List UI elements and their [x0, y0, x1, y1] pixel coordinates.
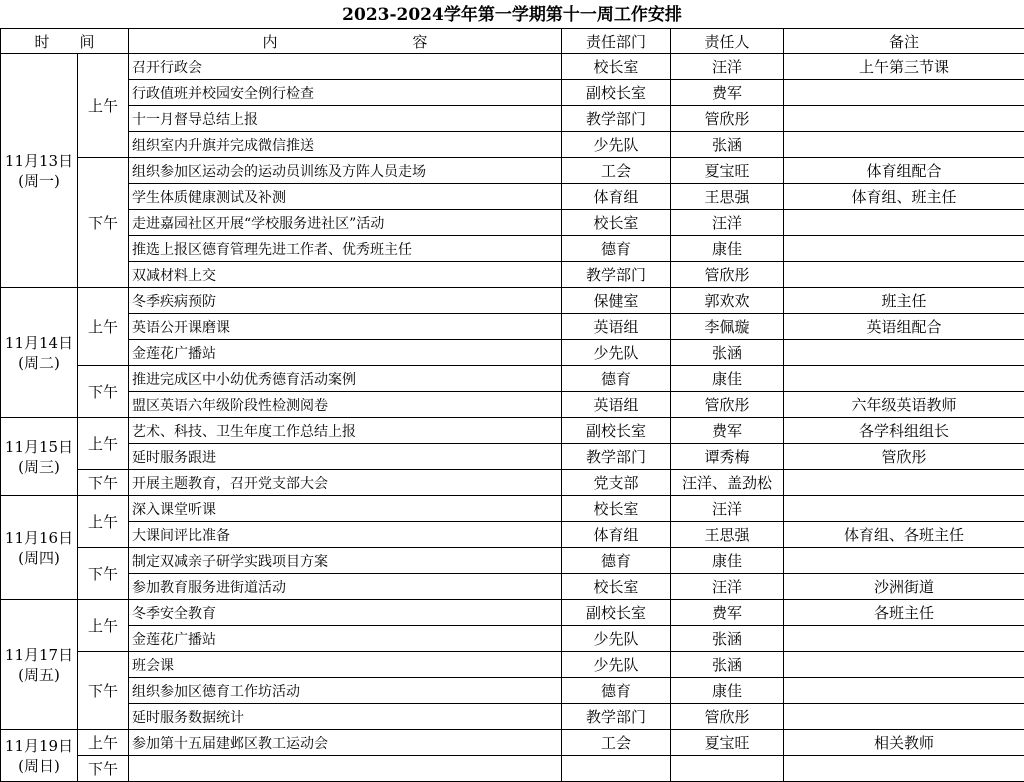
- task-content: 十一月督导总结上报: [129, 106, 562, 132]
- task-person: 郭欢欢: [671, 288, 784, 314]
- day-cell: [1, 54, 78, 288]
- task-dept: 工会: [562, 158, 671, 184]
- task-dept: 少先队: [562, 626, 671, 652]
- task-content: [129, 756, 562, 782]
- table-row: [1, 236, 1024, 262]
- half-day-label: 上午: [78, 730, 129, 756]
- table-row: [1, 652, 1024, 678]
- day-weekday: (周二): [1, 353, 77, 373]
- task-content: 组织参加区运动会的运动员训练及方阵人员走场: [129, 158, 562, 184]
- task-content: 盟区英语六年级阶段性检测阅卷: [129, 392, 562, 418]
- task-dept: 副校长室: [562, 600, 671, 626]
- table-row: [1, 54, 1024, 80]
- task-dept: 德育: [562, 366, 671, 392]
- task-note: 班主任: [784, 288, 1024, 314]
- header-row: [1, 29, 1024, 54]
- day-date: 11月14日: [1, 333, 77, 353]
- task-dept: 少先队: [562, 340, 671, 366]
- task-person: 张涵: [671, 652, 784, 678]
- table-row: [1, 314, 1024, 340]
- task-content: 开展主题教育，召开党支部大会: [129, 470, 562, 496]
- task-note: 各班主任: [784, 600, 1024, 626]
- task-person: 管欣彤: [671, 106, 784, 132]
- task-dept: 校长室: [562, 54, 671, 80]
- task-person: 费军: [671, 418, 784, 444]
- task-person: 谭秀梅: [671, 444, 784, 470]
- day-date: 11月15日: [1, 437, 77, 457]
- task-dept: 德育: [562, 236, 671, 262]
- table-row: [1, 158, 1024, 184]
- task-person: 夏宝旺: [671, 730, 784, 756]
- table-row: [1, 184, 1024, 210]
- task-dept: 工会: [562, 730, 671, 756]
- task-note: [784, 756, 1024, 782]
- schedule-body: [1, 29, 1024, 782]
- day-cell: [1, 730, 78, 782]
- task-content: 延时服务跟进: [129, 444, 562, 470]
- task-person: 管欣彤: [671, 392, 784, 418]
- day-weekday: (周五): [1, 665, 77, 685]
- task-content: 行政值班并校园安全例行检查: [129, 80, 562, 106]
- task-content: 艺术、科技、卫生年度工作总结上报: [129, 418, 562, 444]
- task-note: 管欣彤: [784, 444, 1024, 470]
- task-person: 张涵: [671, 132, 784, 158]
- task-content: 走进嘉园社区开展“学校服务进社区”活动: [129, 210, 562, 236]
- table-row: [1, 678, 1024, 704]
- day-cell: [1, 496, 78, 600]
- task-note: [784, 210, 1024, 236]
- task-note: 沙洲街道: [784, 574, 1024, 600]
- task-content: 深入课堂听课: [129, 496, 562, 522]
- task-note: [784, 132, 1024, 158]
- day-weekday: (周日): [1, 756, 77, 776]
- task-dept: 体育组: [562, 522, 671, 548]
- day-cell: [1, 600, 78, 730]
- half-day-label: 下午: [78, 158, 129, 288]
- task-person: 康佳: [671, 366, 784, 392]
- task-person: 夏宝旺: [671, 158, 784, 184]
- task-person: 康佳: [671, 678, 784, 704]
- task-person: 汪洋: [671, 54, 784, 80]
- table-row: [1, 730, 1024, 756]
- table-row: [1, 80, 1024, 106]
- task-content: 双减材料上交: [129, 262, 562, 288]
- task-person: 费军: [671, 600, 784, 626]
- task-dept: 教学部门: [562, 106, 671, 132]
- day-cell: [1, 288, 78, 418]
- table-row: [1, 574, 1024, 600]
- task-note: [784, 652, 1024, 678]
- task-dept: 体育组: [562, 184, 671, 210]
- task-dept: 少先队: [562, 132, 671, 158]
- task-content: 英语公开课磨课: [129, 314, 562, 340]
- task-person: 管欣彤: [671, 704, 784, 730]
- table-row: [1, 444, 1024, 470]
- half-day-label: 上午: [78, 288, 129, 366]
- task-person: 李佩璇: [671, 314, 784, 340]
- task-person: 康佳: [671, 548, 784, 574]
- task-person: 张涵: [671, 340, 784, 366]
- table-row: [1, 106, 1024, 132]
- half-day-label: 上午: [78, 496, 129, 548]
- task-content: 制定双减亲子研学实践项目方案: [129, 548, 562, 574]
- task-content: 大课间评比准备: [129, 522, 562, 548]
- task-content: 组织参加区德育工作坊活动: [129, 678, 562, 704]
- table-row: [1, 418, 1024, 444]
- table-row: [1, 600, 1024, 626]
- task-dept: 教学部门: [562, 262, 671, 288]
- task-dept: 校长室: [562, 574, 671, 600]
- task-dept: 保健室: [562, 288, 671, 314]
- task-dept: 党支部: [562, 470, 671, 496]
- task-dept: 校长室: [562, 496, 671, 522]
- task-note: [784, 470, 1024, 496]
- half-day-label: 下午: [78, 366, 129, 418]
- task-note: 体育组、班主任: [784, 184, 1024, 210]
- day-date: 11月19日: [1, 736, 77, 756]
- half-day-label: 下午: [78, 470, 129, 496]
- task-person: 汪洋、盖劲松: [671, 470, 784, 496]
- task-person: 张涵: [671, 626, 784, 652]
- table-row: [1, 262, 1024, 288]
- day-weekday: (周三): [1, 457, 77, 477]
- table-row: [1, 288, 1024, 314]
- table-row: [1, 470, 1024, 496]
- task-person: 汪洋: [671, 210, 784, 236]
- half-day-label: 上午: [78, 600, 129, 652]
- schedule-table: [0, 28, 1024, 782]
- task-note: 六年级英语教师: [784, 392, 1024, 418]
- task-dept: 德育: [562, 678, 671, 704]
- half-day-label: 下午: [78, 548, 129, 600]
- task-dept: 英语组: [562, 392, 671, 418]
- task-content: 冬季疾病预防: [129, 288, 562, 314]
- task-dept: 校长室: [562, 210, 671, 236]
- day-date: 11月16日: [1, 528, 77, 548]
- task-content: 召开行政会: [129, 54, 562, 80]
- table-row: [1, 340, 1024, 366]
- task-content: 冬季安全教育: [129, 600, 562, 626]
- day-cell: [1, 418, 78, 496]
- task-content: 参加第十五届建邺区教工运动会: [129, 730, 562, 756]
- task-content: 推进完成区中小幼优秀德育活动案例: [129, 366, 562, 392]
- task-content: 金莲花广播站: [129, 626, 562, 652]
- task-note: [784, 236, 1024, 262]
- task-note: [784, 678, 1024, 704]
- task-dept: 副校长室: [562, 418, 671, 444]
- task-dept: 少先队: [562, 652, 671, 678]
- task-content: 组织室内升旗并完成微信推送: [129, 132, 562, 158]
- task-content: 班会课: [129, 652, 562, 678]
- task-note: [784, 704, 1024, 730]
- table-row: [1, 392, 1024, 418]
- task-note: [784, 106, 1024, 132]
- task-person: 汪洋: [671, 496, 784, 522]
- table-row: [1, 548, 1024, 574]
- task-dept: 教学部门: [562, 444, 671, 470]
- table-row: [1, 496, 1024, 522]
- task-person: 费军: [671, 80, 784, 106]
- task-person: 汪洋: [671, 574, 784, 600]
- task-note: [784, 626, 1024, 652]
- header-note: 备注: [784, 29, 1024, 54]
- table-row: [1, 522, 1024, 548]
- table-row: [1, 756, 1024, 782]
- task-note: 英语组配合: [784, 314, 1024, 340]
- table-row: [1, 366, 1024, 392]
- task-person: 管欣彤: [671, 262, 784, 288]
- table-row: [1, 704, 1024, 730]
- header-dept: 责任部门: [562, 29, 671, 54]
- task-note: [784, 262, 1024, 288]
- day-date: 11月17日: [1, 645, 77, 665]
- table-row: [1, 210, 1024, 236]
- task-person: 康佳: [671, 236, 784, 262]
- page-title: 2023-2024学年第一学期第十一周工作安排: [0, 0, 1024, 29]
- day-weekday: (周一): [1, 171, 77, 191]
- task-note: 体育组、各班主任: [784, 522, 1024, 548]
- header-person: 责任人: [671, 29, 784, 54]
- table-row: [1, 626, 1024, 652]
- header-time: 时 间: [1, 29, 129, 54]
- task-note: [784, 366, 1024, 392]
- half-day-label: 上午: [78, 418, 129, 470]
- half-day-label: 上午: [78, 54, 129, 158]
- task-content: 学生体质健康测试及补测: [129, 184, 562, 210]
- task-note: [784, 340, 1024, 366]
- header-content: 内 容: [129, 29, 562, 54]
- task-person: 王思强: [671, 184, 784, 210]
- task-content: 参加教育服务进街道活动: [129, 574, 562, 600]
- task-note: 相关教师: [784, 730, 1024, 756]
- task-note: [784, 496, 1024, 522]
- table-row: [1, 132, 1024, 158]
- task-note: [784, 548, 1024, 574]
- task-dept: 英语组: [562, 314, 671, 340]
- half-day-label: 下午: [78, 652, 129, 730]
- task-content: 金莲花广播站: [129, 340, 562, 366]
- task-note: 上午第三节课: [784, 54, 1024, 80]
- task-content: 延时服务数据统计: [129, 704, 562, 730]
- task-dept: 德育: [562, 548, 671, 574]
- task-content: 推选上报区德育管理先进工作者、优秀班主任: [129, 236, 562, 262]
- task-note: 各学科组组长: [784, 418, 1024, 444]
- day-weekday: (周四): [1, 548, 77, 568]
- task-dept: 教学部门: [562, 704, 671, 730]
- task-dept: [562, 756, 671, 782]
- half-day-label: 下午: [78, 756, 129, 782]
- task-person: [671, 756, 784, 782]
- task-person: 王思强: [671, 522, 784, 548]
- task-note: 体育组配合: [784, 158, 1024, 184]
- task-dept: 副校长室: [562, 80, 671, 106]
- task-note: [784, 80, 1024, 106]
- day-date: 11月13日: [1, 151, 77, 171]
